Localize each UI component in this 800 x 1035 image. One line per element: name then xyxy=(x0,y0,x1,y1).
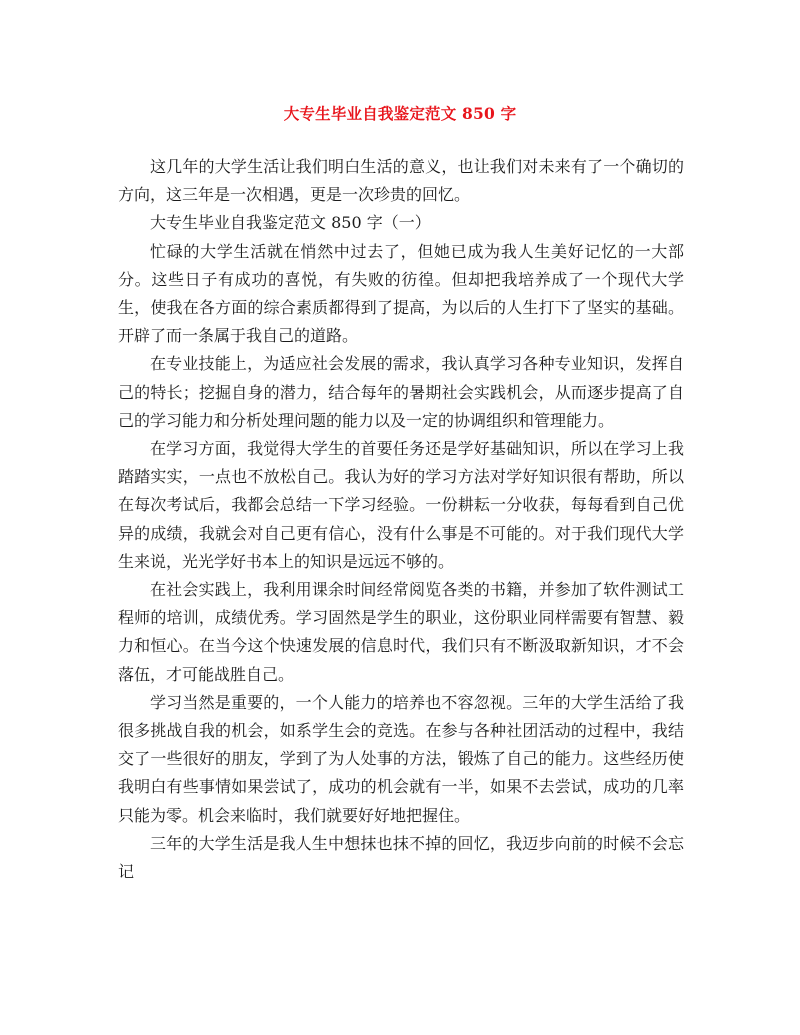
paragraph-2: 在专业技能上，为适应社会发展的需求，我认真学习各种专业知识，发挥自己的特长；挖掘自身的潜力，结合每年的暑期社会实践机会，从而逐步提高了自己的学习能力和分析处理问题的能力以及一定的协调组织和管理能力。 xyxy=(118,354,684,430)
document-body xyxy=(118,153,684,886)
paragraph-4: 在社会实践上，我利用课余时间经常阅览各类的书籍，并参加了软件测试工程师的培训，成绩优秀。学习固然是学生的职业，这份职业同样需要有智慧、毅力和恒心。在当今这个快速发展的信息时代，我们只有不断汲取新知识，才不会落伍，才可能战胜自己。 xyxy=(118,580,684,684)
document-title: 大专生毕业自我鉴定范文 850 字 xyxy=(283,104,517,123)
paragraph-5: 学习当然是重要的，一个人能力的培养也不容忽视。三年的大学生活给了我很多挑战自我的机会，如系学生会的竞选。在参与各种社团活动的过程中，我结交了一些很好的朋友，学到了为人处事的方法，锻炼了自己的能力。这些经历使我明白有些事情如果尝试了，成功的机会就有一半，如果不去尝试，成功的几率只能为零。机会来临时，我们就要好好地把握住。 xyxy=(118,692,684,825)
paragraph-3: 在学习方面，我觉得大学生的首要任务还是学好基础知识，所以在学习上我踏踏实实，一点也不放松自己。我认为好的学习方法对学好知识很有帮助，所以在每次考试后，我都会总结一下学习经验。一份耕耘一分收获，每每看到自己优异的成绩，我就会对自己更有信心，没有什么事是不可能的。对于我们现代大学生来说，光光学好书本上的知识是远远不够的。 xyxy=(118,439,684,571)
paragraph-6: 三年的大学生活是我人生中想抹也抹不掉的回忆，我迈步向前的时候不会忘记 xyxy=(118,833,684,882)
paragraph-intro: 这几年的大学生活让我们明白生活的意义，也让我们对未来有了一个确切的方向，这三年是一次相遇，更是一次珍贵的回忆。 xyxy=(118,157,684,205)
paragraph-1: 忙碌的大学生活就在悄然中过去了，但她已成为我人生美好记忆的一大部分。这些日子有成功的喜悦，有失败的彷徨。但却把我培养成了一个现代大学生，使我在各方面的综合素质都得到了提高，为以后的人生打下了坚实的基础。开辟了而一条属于我自己的道路。 xyxy=(118,241,684,346)
section-heading: 大专生毕业自我鉴定范文 850 字（一） xyxy=(150,213,431,233)
